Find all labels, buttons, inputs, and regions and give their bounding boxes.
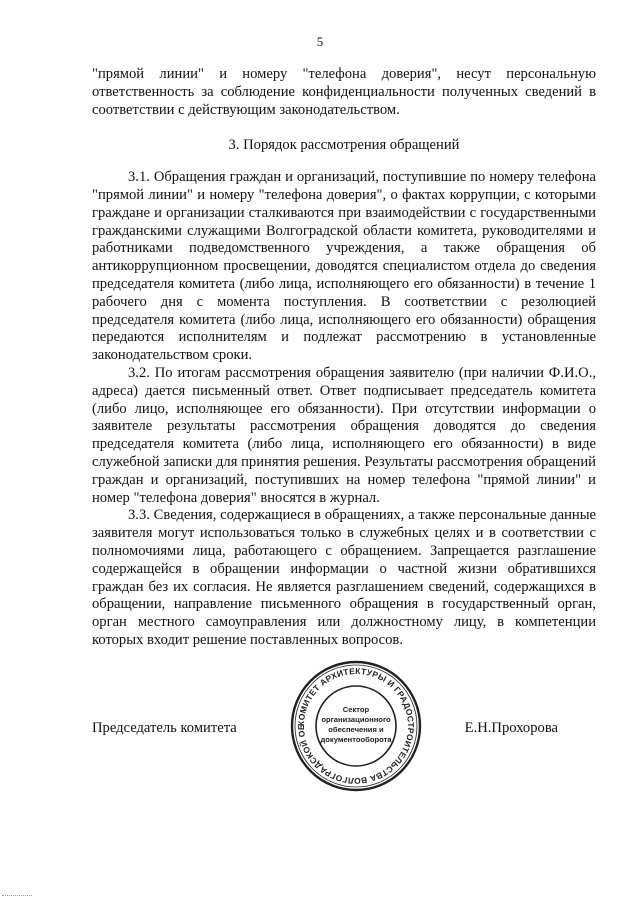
scan-artifact: [2, 895, 32, 898]
official-stamp: [288, 658, 424, 794]
signatory-title: Председатель комитета: [92, 720, 237, 736]
signatory-name: Е.Н.Прохорова: [464, 720, 558, 736]
stamp-seal-icon: [288, 658, 424, 794]
stamp-line-4: документооборота: [320, 735, 392, 744]
stamp-line-1: Сектор: [342, 705, 370, 714]
paragraph-3-2: 3.2. По итогам рассмотрения обращения заявителю (при наличии Ф.И.О., адреса) дается письменный ответ. Ответ подписывает председатель комитета (либо лицо, исполняющее его обязанности). При отсутствии информации о заявителе результаты рассмотрения обращения доводятся до сведения председателя комитета (либо лица, исполняющего его обязанности) в виде служебной записки для принятия решения. Результаты рассмотрения обращений граждан и организаций, поступивших на номер телефона "прямой линии" и номер "телефона доверия" вносятся в журнал.: [92, 364, 596, 506]
paragraph-continuation: "прямой линии" и номеру "телефона доверия", несут персональную ответственность за соблюдение конфиденциальности полученных сведений в соответствии с действующим законодательством.: [92, 66, 596, 118]
page-number: 5: [316, 34, 324, 49]
section-heading: 3. Порядок рассмотрения обращений: [228, 137, 460, 154]
stamp-outer-text: КОМИТЕТ АРХИТЕКТУРЫ И ГРАДОСТРОИТЕЛЬСТВА ВОЛГОГРАДСКОЙ ОБ: [295, 665, 417, 787]
stamp-line-3: обеспечения и: [328, 725, 384, 734]
paragraph-3-3: 3.3. Сведения, содержащиеся в обращениях, а также персональные данные заявителя могут использоваться только в служебных целях и в соответствии с полномочиями лица, работающего с обращением. Запрещается разглашение содержащейся в обращении информации о частной жизни обратившихся граждан без их согласия. Не является разглашением сведений, содержащихся в обращении, направление письменного обращения в государственный орган, орган местного самоуправления или должностному лицу, в компетенции которых входит решение поставленных вопросов.: [92, 507, 596, 648]
stamp-line-2: организационного: [321, 715, 391, 724]
paragraph-3-1: 3.1. Обращения граждан и организаций, поступившие по номеру телефона "прямой линии" и номеру "телефона доверия", о фактах коррупции, с которыми граждане и организации сталкиваются при взаимодействии с государственными гражданскими служащими Волгоградской области комитета, руководителями и работниками подведомственного учреждения, а также обращения об антикоррупционном просвещении, доводятся специалистом отдела до сведения председателя комитета (либо лица, исполняющего его обязанности) в течение 1 рабочего дня с момента поступления. В соответствии с резолюцией председателя комитета (либо лица, исполняющего его обязанности) обращения передаются исполнителям и подлежат рассмотрению в установленные законодательством сроки.: [92, 169, 596, 364]
document-body: [92, 66, 596, 650]
